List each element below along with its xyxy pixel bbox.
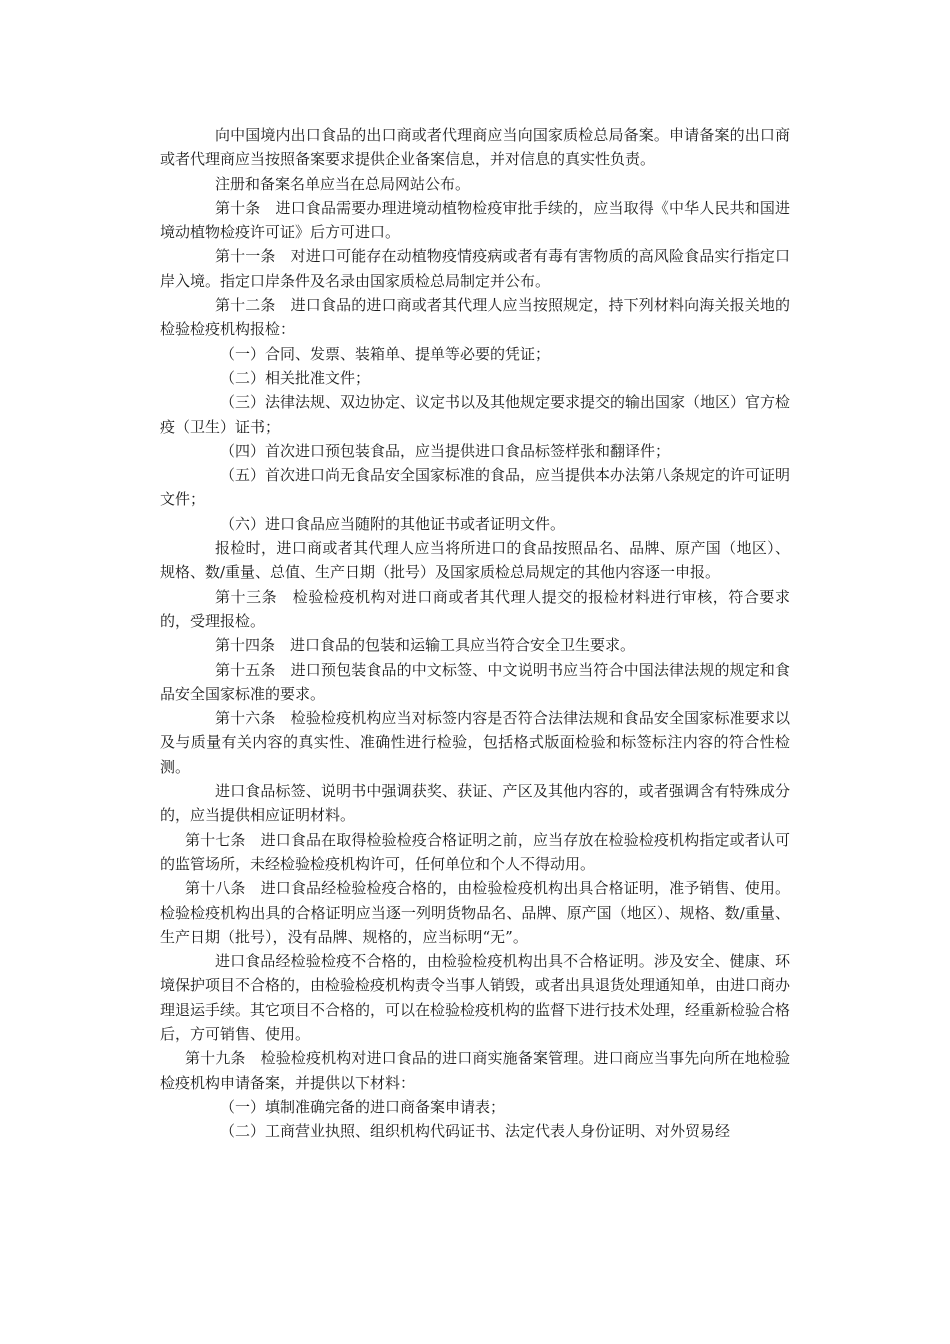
article-13: 第十三条 检验检疫机构对进口商或者其代理人提交的报检材料进行审核，符合要求的，受理报检。 — [160, 587, 790, 630]
article-12: 第十二条 进口食品的进口商或者其代理人应当按照规定，持下列材料向海关报关地的检验检疫机构报检： — [160, 296, 790, 339]
article-16: 第十六条 检验检疫机构应当对标签内容是否符合法律法规和食品安全国家标准要求以及与质量有关内容的真实性、准确性进行检验，包括格式版面检验和标签标注内容的符合性检测。 — [160, 709, 790, 776]
paragraph-declaration: 报检时，进口商或者其代理人应当将所进口的食品按照品名、品牌、原产国（地区）、规格、数/重量、总值、生产日期（批号）及国家质检总局规定的其他内容逐一申报。 — [160, 539, 790, 582]
article-12-item-2: （二）相关批准文件； — [220, 368, 371, 387]
article-15: 第十五条 进口预包装食品的中文标签、中文说明书应当符合中国法律法规的规定和食品安全国家标准的要求。 — [160, 660, 790, 703]
article-19-item-1: （一）填制准确完备的进口商备案申请表； — [220, 1097, 506, 1116]
article-19-item-2: （二）工商营业执照、组织机构代码证书、法定代表人身份证明、对外贸易经 — [220, 1122, 731, 1141]
article-17: 第十七条 进口食品在取得检验检疫合格证明之前，应当存放在检验检疫机构指定或者认可的监管场所，未经检验检疫机构许可，任何单位和个人不得动用。 — [160, 830, 790, 873]
article-19: 第十九条 检验检疫机构对进口食品的进口商实施备案管理。进口商应当事先向所在地检验检疫机构申请备案，并提供以下材料： — [160, 1049, 790, 1092]
paragraph-nonconforming: 进口食品经检验检疫不合格的，由检验检疫机构出具不合格证明。涉及安全、健康、环境保护项目不合格的，由检验检疫机构责令当事人销毁，或者出具退货处理通知单，由进口商办理退运手续。其它项目不合格的，可以在检验检疫机构的监督下进行技术处理，经重新检验合格后，方可销售、使用。 — [160, 952, 791, 1043]
paragraph-intro: 向中国境内出口食品的出口商或者代理商应当向国家质检总局备案。申请备案的出口商或者代理商应当按照备案要求提供企业备案信息，并对信息的真实性负责。 — [160, 126, 790, 169]
article-12-item-1: （一）合同、发票、装箱单、提单等必要的凭证； — [220, 344, 551, 363]
article-12-item-6: （六）进口食品应当随附的其他证书或者证明文件。 — [220, 514, 566, 533]
article-10: 第十条 进口食品需要办理进境动植物检疫审批手续的，应当取得《中华人民共和国进境动植物检疫许可证》后方可进口。 — [160, 198, 790, 242]
document-body — [160, 123, 790, 1143]
article-11: 第十一条 对进口可能存在动植物疫情疫病或者有毒有害物质的高风险食品实行指定口岸入境。指定口岸条件及名录由国家质检总局制定并公布。 — [160, 247, 790, 290]
article-12-item-3: （三）法律法规、双边协定、议定书以及其他规定要求提交的输出国家（地区）官方检疫（卫生）证书； — [160, 393, 791, 436]
article-18: 第十八条 进口食品经检验检疫合格的，由检验检疫机构出具合格证明，准予销售、使用。检验检疫机构出具的合格证明应当逐一列明货物品名、品牌、原产国（地区）、规格、数/重量、生产日期（批号），没有品牌、规格的，应当标明“无”。 — [160, 879, 790, 946]
article-14: 第十四条 进口食品的包装和运输工具应当符合安全卫生要求。 — [215, 636, 636, 655]
paragraph-registration-list: 注册和备案名单应当在总局网站公布。 — [215, 174, 471, 193]
paragraph-label-claims: 进口食品标签、说明书中强调获奖、获证、产区及其他内容的，或者强调含有特殊成分的，应当提供相应证明材料。 — [160, 782, 790, 825]
article-12-item-4: （四）首次进口预包装食品，应当提供进口食品标签样张和翻译件； — [220, 441, 671, 460]
article-12-item-5: （五）首次进口尚无食品安全国家标准的食品，应当提供本办法第八条规定的许可证明文件； — [160, 466, 791, 509]
